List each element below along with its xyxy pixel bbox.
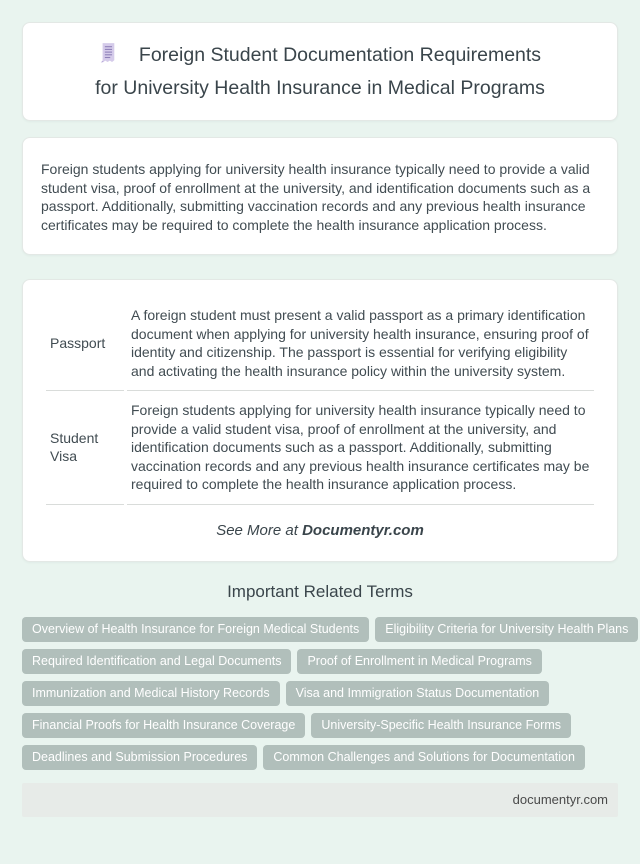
related-term-tag[interactable]: Common Challenges and Solutions for Documentation — [263, 745, 585, 770]
footer-bar — [22, 783, 618, 817]
receipt-icon — [99, 42, 117, 73]
related-term-tag[interactable]: Eligibility Criteria for University Health Plans — [375, 617, 638, 642]
documents-table-body — [46, 296, 594, 505]
related-term-tag[interactable]: Required Identification and Legal Documents — [22, 649, 291, 674]
tag-row — [22, 681, 618, 706]
table-row — [46, 296, 594, 391]
description-cell: A foreign student must present a valid passport as a primary identification document when applying for university health insurance, ensuring proof of identity and citizenship. The passport is essential for verifying eligibility and activating the health insurance policy within the university system. — [127, 296, 594, 391]
tag-row — [22, 745, 618, 770]
related-term-tag[interactable]: Proof of Enrollment in Medical Programs — [297, 649, 541, 674]
page-title — [43, 40, 597, 103]
intro-card — [22, 137, 618, 255]
title-line1: Foreign Student Documentation Requirements — [138, 44, 542, 66]
tag-row — [22, 713, 618, 738]
related-term-tag[interactable]: Visa and Immigration Status Documentation — [286, 681, 550, 706]
table-row — [46, 391, 594, 505]
related-term-tag[interactable]: University-Specific Health Insurance Forms — [311, 713, 571, 738]
related-term-tag[interactable]: Overview of Health Insurance for Foreign Medical Students — [22, 617, 369, 642]
term-cell: Student Visa — [46, 391, 124, 505]
intro-paragraph: Foreign students applying for university health insurance typically need to provide a valid student visa, proof of enrollment at the university, and identification documents such as a passport. Additionally, submitting vaccination records and any previous health insurance certificates may be required to complete the health insurance application process. — [41, 161, 591, 233]
related-terms-tags — [22, 617, 629, 770]
header-card — [22, 22, 618, 121]
term-cell: Passport — [46, 296, 124, 391]
related-term-tag[interactable]: Immunization and Medical History Records — [22, 681, 280, 706]
documents-table — [43, 296, 597, 505]
documents-table-card — [22, 279, 618, 562]
brand-link[interactable]: Documentyr.com — [302, 521, 424, 539]
related-term-tag[interactable]: Financial Proofs for Health Insurance Coverage — [22, 713, 305, 738]
see-more-line — [43, 522, 597, 539]
footer-site-label: documentyr.com — [512, 792, 608, 807]
title-line2: for University Health Insurance in Medical Programs — [95, 77, 545, 99]
tag-row — [22, 617, 629, 642]
tag-row — [22, 649, 618, 674]
related-term-tag[interactable]: Deadlines and Submission Procedures — [22, 745, 257, 770]
description-cell: Foreign students applying for university health insurance typically need to provide a valid student visa, proof of enrollment at the university, and identification documents such as a passport. Additionally, submitting vaccination records and any previous health insurance certificates may be required to complete the health insurance application process. — [127, 391, 594, 505]
see-more-prefix: See More at — [216, 521, 303, 539]
related-terms-heading: Important Related Terms — [227, 581, 413, 601]
